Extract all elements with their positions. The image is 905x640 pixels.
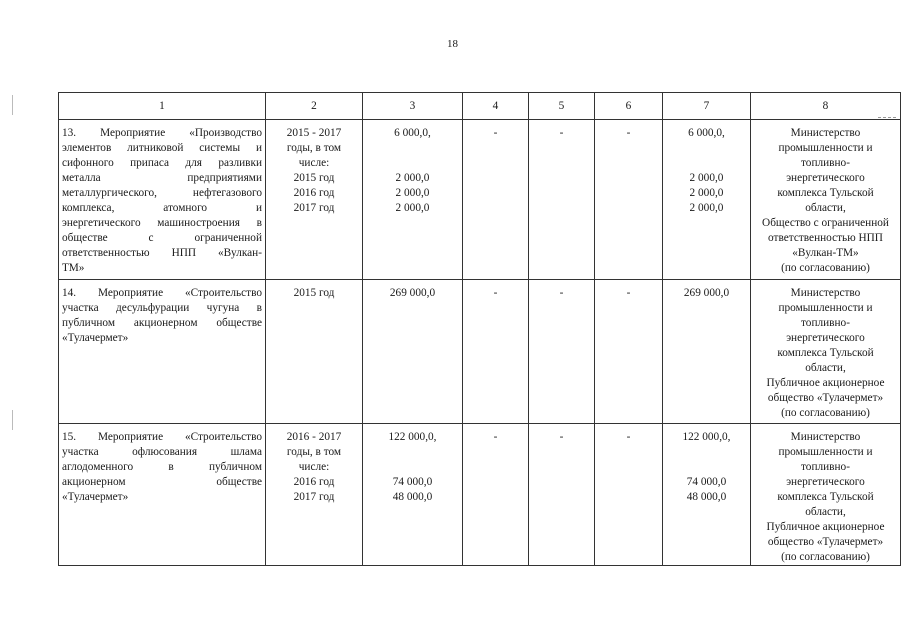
cell-line: комплекса Тульской xyxy=(777,491,874,503)
cell-line: Министерство xyxy=(790,127,861,139)
column-header: 2 xyxy=(266,93,363,120)
cell-line: «Вулкан-ТМ» xyxy=(792,247,859,259)
cell-line: промышленности и xyxy=(778,302,873,314)
cell-line: 13. Мероприятие «Производство xyxy=(62,127,262,139)
cell-line: области, xyxy=(805,362,846,374)
blank-line xyxy=(366,445,459,460)
blank-line xyxy=(666,460,747,475)
column-header: 3 xyxy=(363,93,463,120)
cell-line: энергетического xyxy=(786,172,865,184)
cell-line: общество «Тулачермет» xyxy=(767,392,884,404)
empty-dash-cell: - xyxy=(463,424,529,566)
empty-dash-cell: - xyxy=(529,280,595,424)
cell-line: участка офлюсования шлама xyxy=(62,446,262,458)
cell-line: общество «Тулачермет» xyxy=(767,536,884,548)
cell-line: 2015 - 2017 xyxy=(286,127,342,139)
cell-line: 6 000,0, xyxy=(688,127,725,139)
cell-line: комплекса Тульской xyxy=(777,347,874,359)
empty-dash-cell: - xyxy=(463,280,529,424)
cell-line: ТМ» xyxy=(62,262,85,274)
cell-line: промышленности и xyxy=(778,142,873,154)
scan-mark xyxy=(12,95,13,115)
cell-line: энергетического xyxy=(786,476,865,488)
column-header: 5 xyxy=(529,93,595,120)
cell-line: обществе с ограниченной xyxy=(62,232,262,244)
measure-description xyxy=(59,424,266,566)
cell-line: области, xyxy=(805,202,846,214)
cell-line: ответственностью НПП xyxy=(768,232,883,244)
cell-line: топливно- xyxy=(801,461,850,473)
cell-line: элементов литниковой системы и xyxy=(62,142,262,154)
amount-cell xyxy=(663,424,751,566)
cell-line: 2016 год xyxy=(293,187,335,199)
empty-dash-cell: - xyxy=(529,424,595,566)
cell-line: (по согласованию) xyxy=(781,551,870,563)
measure-description xyxy=(59,120,266,280)
cell-line: 74 000,0 xyxy=(392,476,433,488)
measures-table xyxy=(58,92,901,566)
cell-line: 2 000,0 xyxy=(395,202,430,214)
amount-cell xyxy=(663,120,751,280)
cell-line: 6 000,0, xyxy=(394,127,431,139)
cell-line: «Тулачермет» xyxy=(62,491,129,503)
cell-line: Общество с ограниченной xyxy=(762,217,889,229)
empty-dash-cell: - xyxy=(463,120,529,280)
cell-line: Министерство xyxy=(790,431,861,443)
cell-line: комплекса Тульской xyxy=(777,187,874,199)
cell-line: числе: xyxy=(298,157,330,169)
cell-line: «Тулачермет» xyxy=(62,332,129,344)
cell-line: 2 000,0 xyxy=(395,172,430,184)
column-header: 1 xyxy=(59,93,266,120)
cell-line: энергетического машиностроения в xyxy=(62,217,262,229)
period-cell xyxy=(266,424,363,566)
amount-cell xyxy=(363,424,463,566)
cell-line: 48 000,0 xyxy=(686,491,727,503)
page-number: 18 xyxy=(447,38,458,50)
cell-line: Министерство xyxy=(790,287,861,299)
column-header: 7 xyxy=(663,93,751,120)
cell-line: энергетического xyxy=(786,332,865,344)
cell-line: промышленности и xyxy=(778,446,873,458)
cell-line: 14. Мероприятие «Строительство xyxy=(62,287,262,299)
empty-dash-cell: - xyxy=(595,424,663,566)
cell-line: топливно- xyxy=(801,317,850,329)
period-cell xyxy=(266,120,363,280)
cell-line: Публичное акционерное xyxy=(766,377,885,389)
cell-line: участка десульфурации чугуна в xyxy=(62,302,262,314)
cell-line: 2015 год xyxy=(293,172,335,184)
cell-line: 2017 год xyxy=(293,202,335,214)
blank-line xyxy=(666,156,747,171)
cell-line: (по согласованию) xyxy=(781,262,870,274)
amount-cell xyxy=(663,280,751,424)
cell-line: 269 000,0 xyxy=(683,287,730,299)
cell-line: области, xyxy=(805,506,846,518)
blank-line xyxy=(366,156,459,171)
empty-dash-cell: - xyxy=(595,120,663,280)
amount-cell xyxy=(363,120,463,280)
blank-line xyxy=(366,460,459,475)
cell-line: 2016 год xyxy=(293,476,335,488)
executor-cell xyxy=(751,280,901,424)
table-row xyxy=(59,120,901,280)
cell-line: 2 000,0 xyxy=(395,187,430,199)
cell-line: 15. Мероприятие «Строительство xyxy=(62,431,262,443)
table-row xyxy=(59,424,901,566)
cell-line: ответственностью НПП «Вулкан- xyxy=(62,247,262,259)
empty-dash-cell: - xyxy=(529,120,595,280)
table-header-row xyxy=(59,93,901,120)
cell-line: 269 000,0 xyxy=(389,287,436,299)
cell-line: годы, в том xyxy=(286,446,342,458)
cell-line: акционерном обществе xyxy=(62,476,262,488)
column-header: 4 xyxy=(463,93,529,120)
cell-line: числе: xyxy=(298,461,330,473)
amount-cell xyxy=(363,280,463,424)
cell-line: 122 000,0, xyxy=(388,431,437,443)
cell-line: 2 000,0 xyxy=(689,172,724,184)
cell-line: топливно- xyxy=(801,157,850,169)
cell-line: (по согласованию) xyxy=(781,407,870,419)
scan-mark xyxy=(12,410,13,430)
cell-line: металлургического, нефтегазового xyxy=(62,187,262,199)
blank-line xyxy=(666,141,747,156)
executor-cell xyxy=(751,424,901,566)
column-header: 6 xyxy=(595,93,663,120)
cell-line: 2 000,0 xyxy=(689,187,724,199)
cell-line: 2 000,0 xyxy=(689,202,724,214)
cell-line: металла предприятиями xyxy=(62,172,262,184)
cell-line: 122 000,0, xyxy=(682,431,731,443)
cell-line: сифонного припаса для разливки xyxy=(62,157,262,169)
period-cell xyxy=(266,280,363,424)
cell-line: 2017 год xyxy=(293,491,335,503)
column-header: 8 xyxy=(751,93,901,120)
executor-cell xyxy=(751,120,901,280)
table-row xyxy=(59,280,901,424)
cell-line: 2016 - 2017 xyxy=(286,431,342,443)
cell-line: 48 000,0 xyxy=(392,491,433,503)
blank-line xyxy=(366,141,459,156)
blank-line xyxy=(666,445,747,460)
cell-line: 2015 год xyxy=(293,287,335,299)
cell-line: годы, в том xyxy=(286,142,342,154)
empty-dash-cell: - xyxy=(595,280,663,424)
cell-line: 74 000,0 xyxy=(686,476,727,488)
cell-line: комплекса, атомного и xyxy=(62,202,262,214)
cell-line: аглодоменного в публичном xyxy=(62,461,262,473)
measure-description xyxy=(59,280,266,424)
cell-line: публичном акционерном обществе xyxy=(62,317,262,329)
cell-line: Публичное акционерное xyxy=(766,521,885,533)
